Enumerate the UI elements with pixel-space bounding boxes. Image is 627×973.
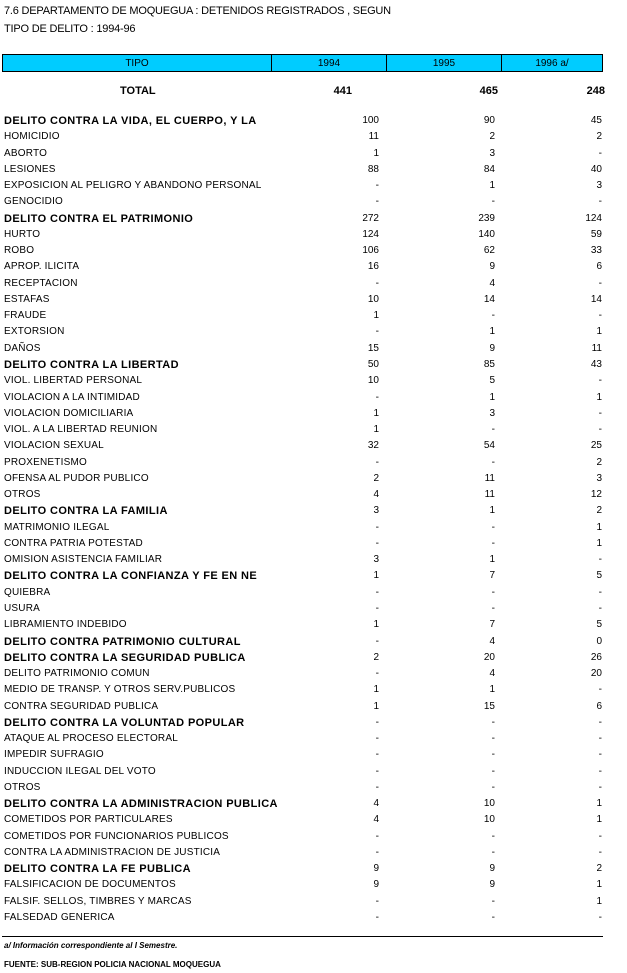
table-row: [0, 487, 627, 503]
category-row: [0, 861, 627, 877]
value-1996: 2: [596, 863, 602, 875]
value-1996: 45: [590, 115, 602, 126]
value-1995: 5: [489, 375, 495, 387]
row-label: PROXENETISMO: [4, 456, 87, 468]
table-row: [0, 259, 627, 275]
row-label: FRAUDE: [4, 310, 47, 322]
value-1995: 4: [489, 635, 495, 647]
value-1994: 10: [367, 375, 379, 387]
value-1994: 11: [368, 131, 379, 143]
table-header: [2, 54, 603, 72]
table-row: [0, 536, 627, 552]
value-1995: 3: [489, 407, 495, 419]
value-1995: 54: [483, 440, 495, 452]
category-row: [0, 113, 627, 129]
value-1996: -: [598, 765, 602, 777]
table-row: [0, 894, 627, 910]
value-1994: 2: [373, 651, 379, 663]
table-row: [0, 308, 627, 324]
row-label: HOMICIDIO: [4, 131, 60, 143]
row-label: COMETIDOS POR FUNCIONARIOS PUBLICOS: [4, 830, 229, 842]
row-label: VIOLACION A LA INTIMIDAD: [4, 391, 140, 403]
value-1996: -: [598, 716, 602, 728]
table-row: [0, 845, 627, 861]
value-1994: 1: [373, 310, 379, 322]
value-1994: -: [375, 846, 379, 858]
table-row: [0, 666, 627, 682]
value-1994: 9: [373, 879, 379, 891]
value-1996: -: [598, 554, 602, 566]
value-1995: 1: [489, 180, 495, 192]
table-row: [0, 520, 627, 536]
category-row: [0, 634, 627, 650]
value-1994: -: [375, 912, 379, 924]
value-1995: 9: [489, 863, 495, 875]
value-1994: -: [375, 602, 379, 614]
value-1995: 11: [484, 489, 495, 501]
row-label: MEDIO DE TRANSP. Y OTROS SERV.PUBLICOS: [4, 684, 236, 696]
value-1996: 43: [590, 358, 602, 370]
value-1995: 1: [489, 505, 495, 517]
table-row: [0, 341, 627, 357]
value-1994: 4: [373, 798, 379, 810]
value-1994: 15: [367, 342, 379, 354]
table-body: [0, 113, 627, 926]
value-1995: -: [491, 196, 495, 208]
row-label: LIBRAMIENTO INDEBIDO: [4, 619, 127, 631]
value-1994: 1: [373, 684, 379, 696]
table-row: [0, 243, 627, 259]
value-1995: 85: [483, 358, 495, 370]
value-1995: 84: [483, 163, 495, 175]
value-1994: 1: [373, 424, 379, 436]
value-1996: 11: [591, 342, 602, 354]
value-1996: -: [598, 407, 602, 419]
row-label: CONTRA LA ADMINISTRACION DE JUSTICIA: [4, 846, 221, 858]
row-label: OFENSA AL PUDOR PUBLICO: [4, 472, 149, 484]
value-1996: 6: [596, 700, 602, 712]
value-1995: -: [491, 586, 495, 598]
value-1994: 106: [362, 245, 379, 257]
row-label: INDUCCION ILEGAL DEL VOTO: [4, 765, 156, 777]
table-row: [0, 292, 627, 308]
value-1995: 1: [489, 684, 495, 696]
value-1996: 14: [590, 293, 602, 305]
total-1994: 441: [333, 85, 352, 97]
row-label: OTROS: [4, 781, 41, 793]
value-1996: 2: [596, 456, 602, 468]
value-1995: 62: [483, 245, 495, 257]
value-1994: 88: [367, 163, 379, 175]
value-1995: 239: [478, 212, 495, 224]
row-label: CONTRA SEGURIDAD PUBLICA: [4, 700, 159, 712]
table-row: [0, 146, 627, 162]
value-1996: -: [598, 375, 602, 387]
value-1994: -: [375, 180, 379, 192]
value-1996: 1: [596, 391, 602, 403]
row-label: DELITO CONTRA LA VIDA, EL CUERPO, Y LA: [4, 115, 257, 127]
value-1994: 4: [373, 489, 379, 501]
row-label: OMISION ASISTENCIA FAMILIAR: [4, 554, 163, 566]
row-label: COMETIDOS POR PARTICULARES: [4, 814, 173, 826]
category-row: [0, 715, 627, 731]
value-1994: -: [375, 895, 379, 907]
value-1996: 1: [596, 814, 602, 826]
value-1994: 3: [373, 554, 379, 566]
table-row: [0, 747, 627, 763]
value-1994: -: [375, 781, 379, 793]
category-row: [0, 503, 627, 519]
row-label: APROP. ILICITA: [4, 261, 80, 273]
value-1995: -: [491, 602, 495, 614]
value-1994: -: [375, 456, 379, 468]
table-row: [0, 194, 627, 210]
table-row: [0, 601, 627, 617]
header-year-1995: 1995: [387, 55, 502, 71]
value-1994: 50: [367, 358, 379, 370]
total-1996: 248: [586, 85, 605, 97]
value-1994: 124: [362, 228, 379, 240]
value-1994: 1: [373, 570, 379, 582]
value-1994: -: [375, 586, 379, 598]
value-1994: -: [375, 391, 379, 403]
value-1994: 9: [373, 863, 379, 875]
table-row: [0, 438, 627, 454]
table-row: [0, 324, 627, 340]
value-1996: -: [598, 830, 602, 842]
table-row: [0, 373, 627, 389]
value-1996: 5: [596, 570, 602, 582]
value-1994: 2: [373, 472, 379, 484]
table-row: [0, 455, 627, 471]
value-1995: 9: [489, 879, 495, 891]
value-1996: 59: [590, 228, 602, 240]
table-title: 7.6 DEPARTAMENTO DE MOQUEGUA : DETENIDOS REGISTRADOS , SEGUN: [4, 5, 391, 17]
row-label: CONTRA PATRIA POTESTAD: [4, 537, 143, 549]
value-1996: 2: [596, 131, 602, 143]
row-label: OTROS: [4, 489, 41, 501]
category-row: [0, 357, 627, 373]
row-label: VIOL. LIBERTAD PERSONAL: [4, 375, 143, 387]
table-row: [0, 552, 627, 568]
value-1995: 1: [489, 391, 495, 403]
value-1996: 124: [585, 212, 602, 224]
value-1995: -: [491, 912, 495, 924]
table-row: [0, 129, 627, 145]
row-label: DAÑOS: [4, 342, 41, 354]
value-1996: 1: [596, 537, 602, 549]
category-row: [0, 796, 627, 812]
value-1996: 3: [596, 180, 602, 192]
value-1994: 16: [367, 261, 379, 273]
row-label: QUIEBRA: [4, 586, 51, 598]
value-1996: 25: [590, 440, 602, 452]
row-label: DELITO PATRIMONIO COMUN: [4, 668, 150, 680]
value-1995: 10: [483, 798, 495, 810]
value-1994: -: [375, 196, 379, 208]
value-1996: -: [598, 749, 602, 761]
value-1995: -: [491, 716, 495, 728]
table-row: [0, 829, 627, 845]
table-row: [0, 227, 627, 243]
value-1995: -: [491, 733, 495, 745]
table-row: [0, 585, 627, 601]
row-label: DELITO CONTRA LA FE PUBLICA: [4, 863, 191, 876]
value-1995: -: [491, 537, 495, 549]
row-label: VIOLACION SEXUAL: [4, 440, 104, 452]
value-1995: 90: [483, 115, 495, 126]
row-label: LESIONES: [4, 163, 56, 175]
value-1994: -: [375, 765, 379, 777]
table-row: [0, 390, 627, 406]
value-1994: 32: [367, 440, 379, 452]
row-label: VIOLACION DOMICILIARIA: [4, 407, 134, 419]
row-label: IMPEDIR SUFRAGIO: [4, 749, 104, 761]
table-row: [0, 731, 627, 747]
total-label: TOTAL: [120, 85, 156, 97]
value-1996: -: [598, 602, 602, 614]
value-1995: -: [491, 781, 495, 793]
value-1994: 100: [362, 115, 379, 126]
value-1995: -: [491, 521, 495, 533]
header-year-1994: 1994: [272, 55, 387, 71]
value-1995: 1: [489, 326, 495, 338]
value-1996: 3: [596, 472, 602, 484]
value-1995: 10: [483, 814, 495, 826]
value-1994: -: [375, 635, 379, 647]
table-row: [0, 764, 627, 780]
value-1995: 3: [489, 147, 495, 159]
row-label: DELITO CONTRA EL PATRIMONIO: [4, 212, 194, 225]
value-1994: -: [375, 830, 379, 842]
value-1996: 1: [596, 326, 602, 338]
row-label: FALSIF. SELLOS, TIMBRES Y MARCAS: [4, 895, 192, 907]
value-1995: 7: [489, 570, 495, 582]
value-1996: 33: [590, 245, 602, 257]
value-1994: 1: [373, 700, 379, 712]
value-1995: -: [491, 456, 495, 468]
row-label: FALSEDAD GENERICA: [4, 912, 115, 924]
value-1994: 10: [367, 293, 379, 305]
total-1995: 465: [479, 85, 498, 97]
value-1995: 11: [484, 472, 495, 484]
source-note: FUENTE: SUB-REGION POLICIA NACIONAL MOQUEGUA: [4, 960, 221, 969]
category-row: [0, 650, 627, 666]
value-1995: -: [491, 895, 495, 907]
value-1994: -: [375, 733, 379, 745]
table-row: [0, 162, 627, 178]
value-1994: -: [375, 277, 379, 289]
value-1996: -: [598, 277, 602, 289]
value-1995: 20: [483, 651, 495, 663]
value-1996: -: [598, 733, 602, 745]
table-row: [0, 877, 627, 893]
row-label: DELITO CONTRA LA LIBERTAD: [4, 358, 179, 371]
value-1996: -: [598, 147, 602, 159]
row-label: VIOL. A LA LIBERTAD REUNION: [4, 424, 158, 436]
value-1996: 6: [596, 261, 602, 273]
row-label: ATAQUE AL PROCESO ELECTORAL: [4, 733, 178, 745]
header-year-1996: 1996 a/: [535, 57, 569, 69]
value-1994: 272: [362, 212, 379, 224]
value-1996: -: [598, 310, 602, 322]
row-label: DELITO CONTRA LA SEGURIDAD PUBLICA: [4, 651, 246, 664]
value-1994: 1: [373, 407, 379, 419]
row-label: HURTO: [4, 228, 41, 240]
table-row: [0, 471, 627, 487]
table-subtitle: TIPO DE DELITO : 1994-96: [4, 23, 136, 35]
row-label: EXPOSICION AL PELIGRO Y ABANDONO PERSONAL: [4, 180, 262, 192]
table-row: [0, 910, 627, 926]
value-1996: -: [598, 912, 602, 924]
footer-divider: [2, 936, 603, 937]
value-1995: -: [491, 424, 495, 436]
value-1994: 3: [373, 505, 379, 517]
value-1996: 20: [590, 668, 602, 680]
table-row: [0, 617, 627, 633]
table-row: [0, 812, 627, 828]
header-tipo: TIPO: [3, 55, 272, 71]
value-1996: -: [598, 846, 602, 858]
value-1996: -: [598, 684, 602, 696]
row-label: FALSIFICACION DE DOCUMENTOS: [4, 879, 176, 891]
row-label: DELITO CONTRA LA CONFIANZA Y FE EN NE: [4, 570, 258, 583]
value-1995: 1: [489, 554, 495, 566]
value-1995: -: [491, 749, 495, 761]
table-row: [0, 178, 627, 194]
row-label: USURA: [4, 602, 41, 614]
row-label: ABORTO: [4, 147, 48, 159]
table-row: [0, 780, 627, 796]
value-1996: 0: [596, 635, 602, 647]
category-row: [0, 211, 627, 227]
value-1994: 4: [373, 814, 379, 826]
row-label: EXTORSION: [4, 326, 65, 338]
row-label: ROBO: [4, 245, 35, 257]
row-label: DELITO CONTRA LA FAMILIA: [4, 505, 168, 518]
value-1995: 2: [489, 131, 495, 143]
table-row: [0, 699, 627, 715]
table-row: [0, 422, 627, 438]
row-label: DELITO CONTRA PATRIMONIO CULTURAL: [4, 635, 241, 648]
value-1995: 4: [489, 277, 495, 289]
value-1994: -: [375, 326, 379, 338]
value-1994: -: [375, 521, 379, 533]
table-row: [0, 406, 627, 422]
footnote: a/ Información correspondiente al I Semestre.: [4, 941, 178, 950]
value-1995: 7: [489, 619, 495, 631]
value-1996: 5: [596, 619, 602, 631]
row-label: RECEPTACION: [4, 277, 78, 289]
table-row: [0, 276, 627, 292]
value-1994: -: [375, 749, 379, 761]
value-1996: 1: [596, 879, 602, 891]
value-1994: 1: [373, 147, 379, 159]
value-1996: 2: [596, 505, 602, 517]
value-1996: -: [598, 196, 602, 208]
value-1996: -: [598, 424, 602, 436]
value-1995: -: [491, 765, 495, 777]
row-label: MATRIMONIO ILEGAL: [4, 521, 110, 533]
value-1994: 1: [373, 619, 379, 631]
value-1996: -: [598, 586, 602, 598]
value-1996: 1: [596, 798, 602, 810]
value-1995: 14: [483, 293, 495, 305]
value-1994: -: [375, 716, 379, 728]
row-label: DELITO CONTRA LA ADMINISTRACION PUBLICA: [4, 798, 278, 811]
value-1995: 15: [483, 700, 495, 712]
value-1995: 4: [489, 668, 495, 680]
value-1996: 26: [590, 651, 602, 663]
value-1996: 1: [596, 521, 602, 533]
value-1995: -: [491, 846, 495, 858]
value-1996: 1: [596, 895, 602, 907]
value-1995: 140: [478, 228, 495, 240]
value-1996: 12: [590, 489, 602, 501]
value-1995: 9: [489, 342, 495, 354]
value-1996: -: [598, 781, 602, 793]
table-row: [0, 682, 627, 698]
value-1995: 9: [489, 261, 495, 273]
value-1995: -: [491, 310, 495, 322]
row-label: ESTAFAS: [4, 293, 50, 305]
row-label: DELITO CONTRA LA VOLUNTAD POPULAR: [4, 716, 245, 729]
category-row: [0, 568, 627, 584]
row-label: GENOCIDIO: [4, 196, 64, 208]
value-1995: -: [491, 830, 495, 842]
total-row: [0, 85, 627, 101]
value-1994: -: [375, 668, 379, 680]
value-1996: 40: [590, 163, 602, 175]
value-1994: -: [375, 537, 379, 549]
